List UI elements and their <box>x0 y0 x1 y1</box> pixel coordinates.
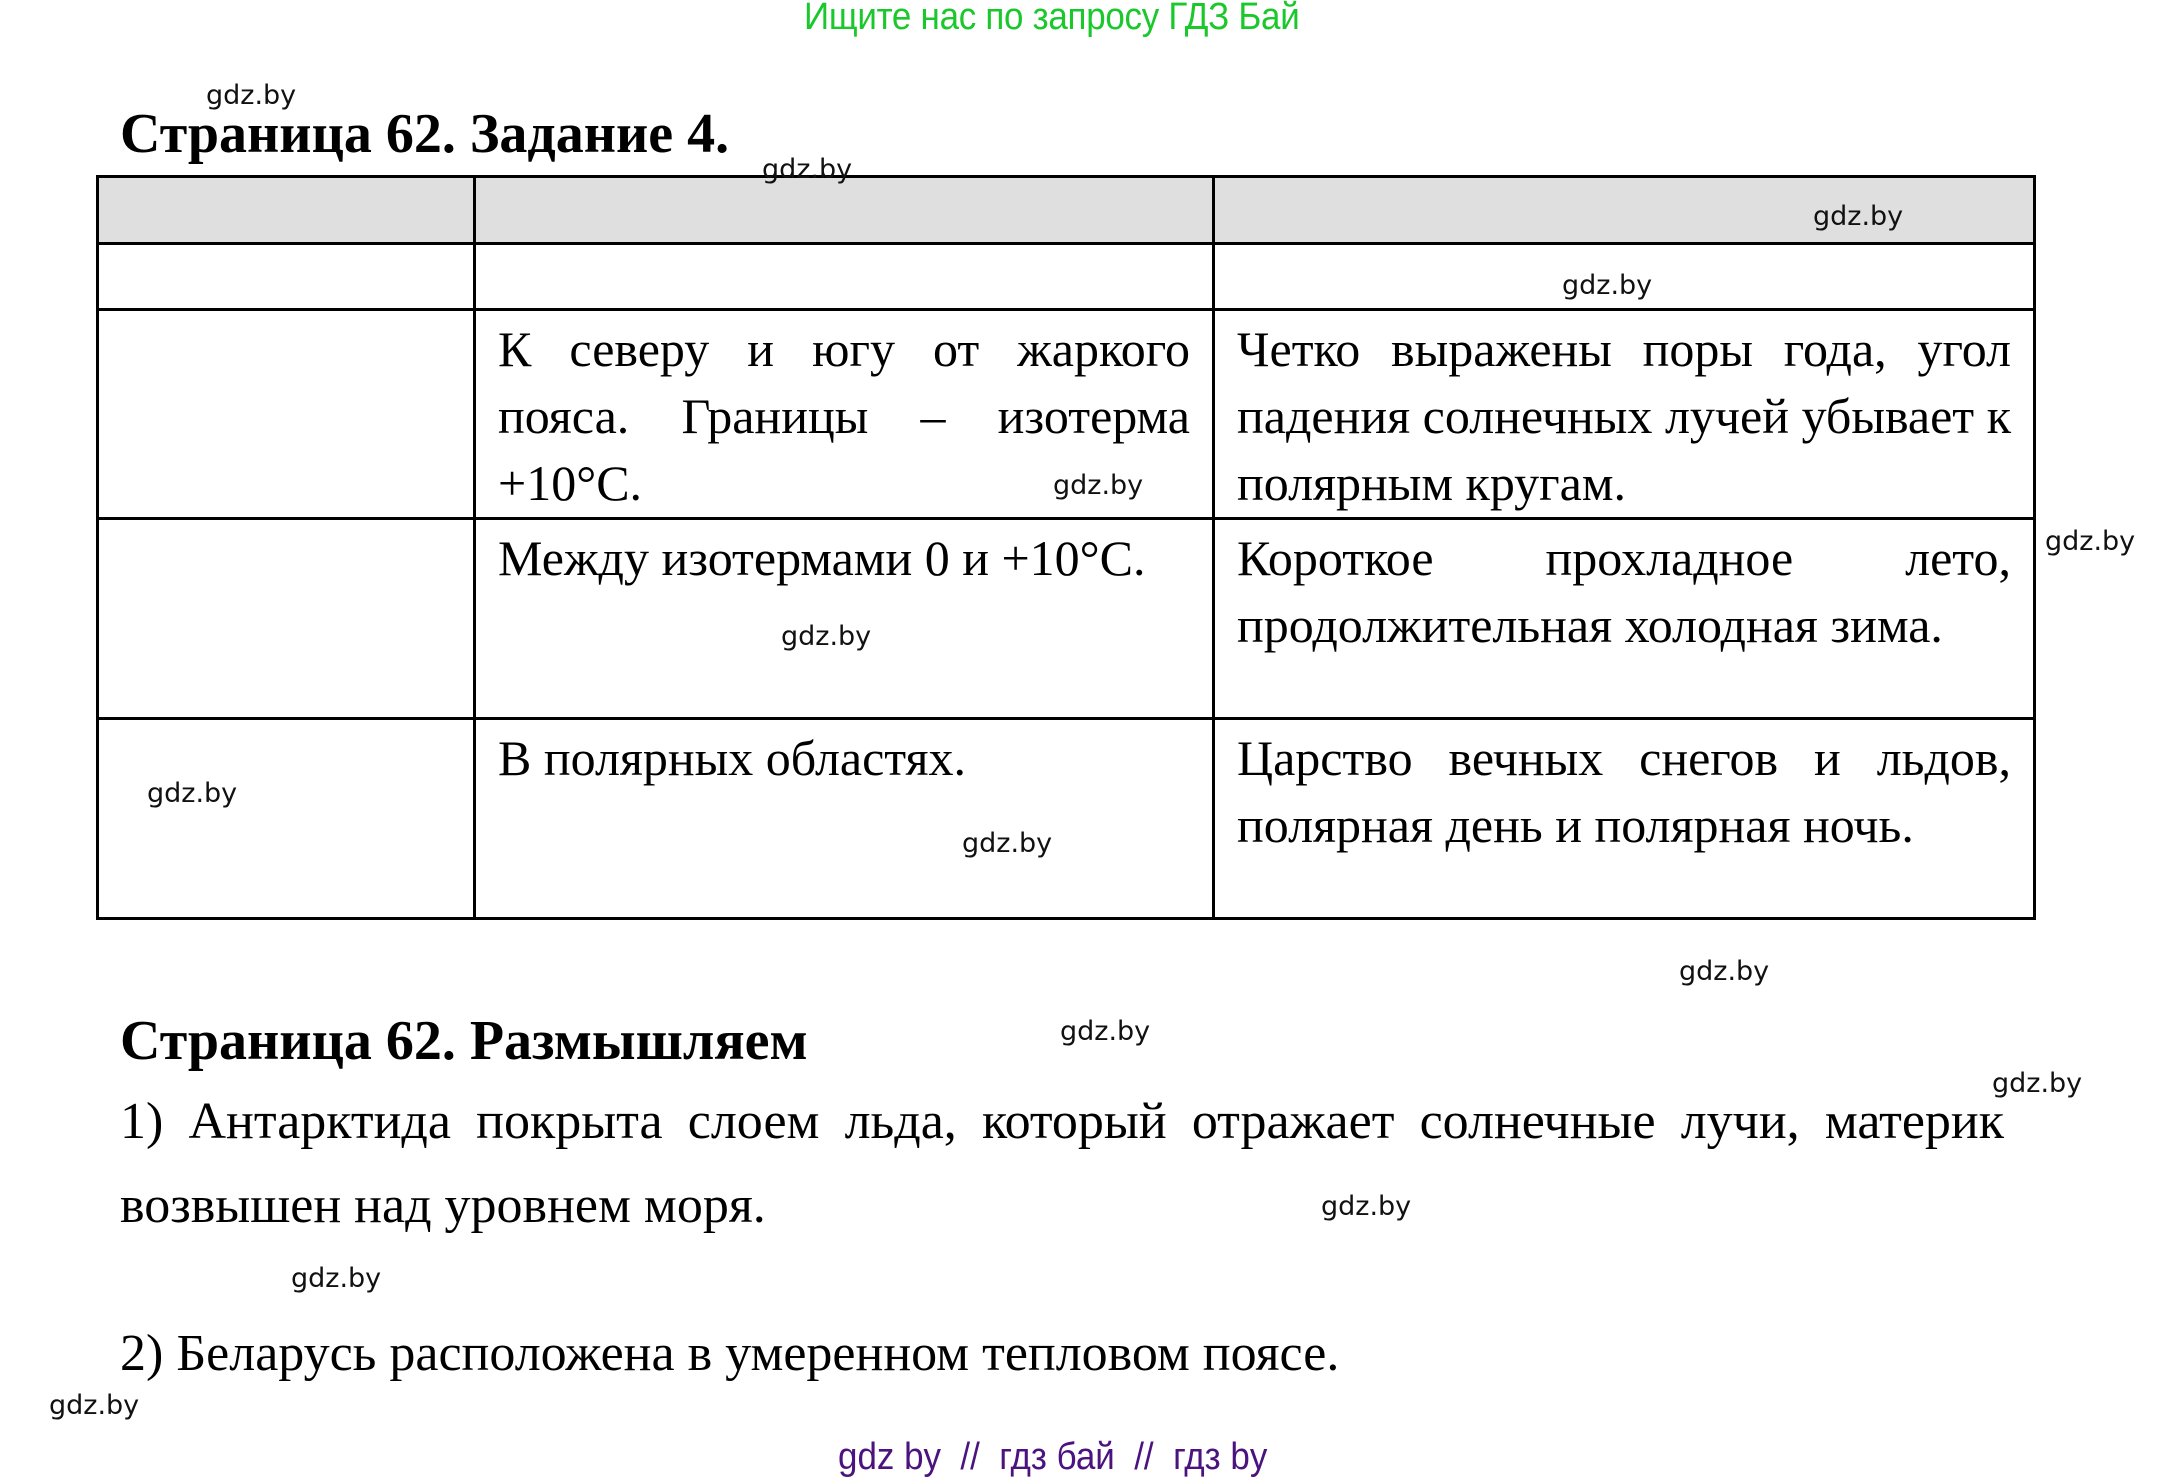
watermark: gdz.by <box>1321 1191 1412 1222</box>
table-cell <box>98 244 475 310</box>
answer-1: 1) Антарктида покрыта слоем льда, который отражает солнечные лучи, материк возвышен над уровнем моря. <box>120 1093 2004 1234</box>
watermark: gdz.by <box>206 80 297 111</box>
zone-features-cell: Короткое прохладное лето, продолжительная холодная зима. <box>1214 519 2035 719</box>
answer-2: 2) Беларусь расположена в умеренном тепловом поясе. <box>120 1325 1340 1382</box>
watermark: gdz.by <box>2045 526 2136 557</box>
watermark: gdz.by <box>781 621 872 652</box>
table-header-cell <box>1214 177 2035 244</box>
footer-links: gdz by // гдз бай // гдз by <box>838 1436 1268 1478</box>
promo-banner: Ищите нас по запросу ГДЗ Бай <box>804 0 1300 38</box>
watermark: gdz.by <box>1992 1068 2083 1099</box>
watermark: gdz.by <box>1053 470 1144 501</box>
table-header-cell <box>475 177 1214 244</box>
table-header-row <box>98 177 2035 244</box>
zone-location-cell: В полярных областях. <box>475 719 1214 919</box>
watermark: gdz.by <box>49 1390 140 1421</box>
table-row <box>98 244 2035 310</box>
watermark: gdz.by <box>1813 201 1904 232</box>
task-title: Страница 62. Задание 4. <box>120 103 730 165</box>
zone-location-cell: К северу и югу от жаркого пояса. Границы – изотерма +10°С. <box>475 310 1214 519</box>
watermark: gdz.by <box>1679 956 1770 987</box>
watermark: gdz.by <box>1562 270 1653 301</box>
zone-location-cell: Между изотермами 0 и +10°С. <box>475 519 1214 719</box>
think-title: Страница 62. Размышляем <box>120 1010 808 1072</box>
table-row <box>98 519 2035 719</box>
zone-features-cell: Четко выражены поры года, угол падения солнечных лучей убывает к полярным кругам. <box>1214 310 2035 519</box>
table-header-cell <box>98 177 475 244</box>
table-cell <box>98 310 475 519</box>
table-cell <box>98 719 475 919</box>
climate-zones-table <box>96 175 2036 920</box>
zone-features-cell: Царство вечных снегов и льдов, полярная день и полярная ночь. <box>1214 719 2035 919</box>
watermark: gdz.by <box>962 828 1053 859</box>
watermark: gdz.by <box>762 154 853 185</box>
watermark: gdz.by <box>147 778 238 809</box>
watermark: gdz.by <box>1060 1016 1151 1047</box>
watermark: gdz.by <box>291 1263 382 1294</box>
table-cell <box>475 244 1214 310</box>
table-cell <box>98 519 475 719</box>
table-row <box>98 719 2035 919</box>
